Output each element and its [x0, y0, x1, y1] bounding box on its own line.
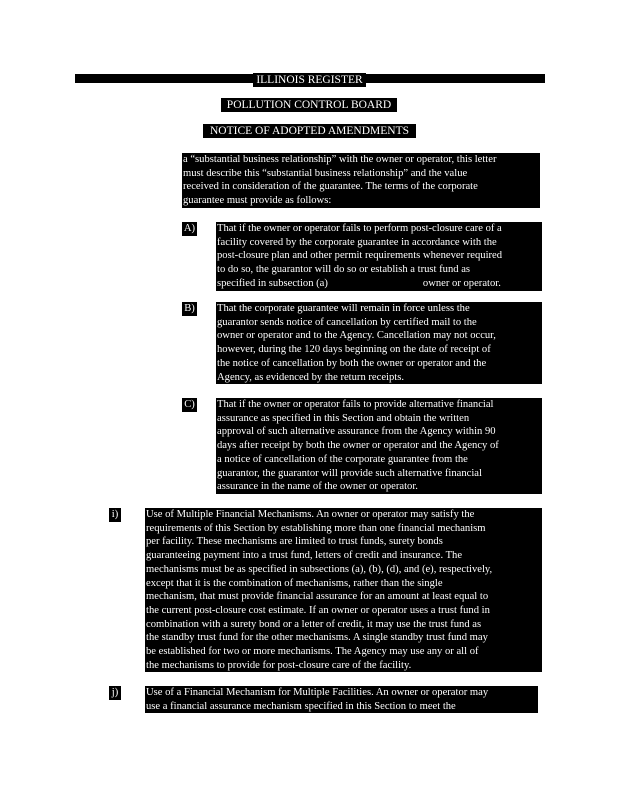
item-b-line: That the corporate guarantee will remain in force unless the [217, 303, 470, 314]
section-j-line: Use of a Financial Mechanism for Multiple Facilities. An owner or operator may [146, 687, 489, 698]
item-c-line: assurance as specified in this Section and obtain the written [217, 412, 470, 424]
intro-paragraph [182, 153, 540, 208]
section-i-line: mechanisms must be as specified in subsections (a), (b), (d), and (e), respectively, [146, 563, 493, 575]
section-i-line: be established for two or more mechanisms. The Agency may use any or all of [146, 646, 479, 658]
item-c-line: assurance in the name of the owner or operator. [217, 481, 418, 493]
item-b-line: guarantor sends notice of cancellation by certified mail to the [217, 316, 477, 328]
board-title: POLLUTION CONTROL BOARD [221, 98, 397, 112]
section-i-paragraph [145, 508, 542, 672]
intro-line: must describe this “substantial business relationship” and the value [183, 167, 468, 179]
section-i-line: Use of Multiple Financial Mechanisms. An owner or operator may satisfy the [146, 509, 475, 520]
section-i-line: the current post-closure cost estimate. If an owner or operator uses a trust fund in [146, 604, 490, 616]
item-a-line: facility covered by the corporate guarantee in accordance with the [217, 236, 497, 248]
item-a-last-line [217, 277, 541, 291]
item-b-line: Agency, as evidenced by the return receipts. [217, 371, 404, 383]
item-a-last-end: owner or operator. [422, 277, 501, 289]
item-c-line: a notice of cancellation of the corporate guarantee from the [217, 453, 468, 465]
item-c-line: approval of such alternative assurance from the Agency within 90 [217, 426, 496, 438]
notice-title: NOTICE OF ADOPTED AMENDMENTS [203, 124, 416, 138]
item-b-line: however, during the 120 days beginning on the date of receipt of [217, 344, 491, 356]
intro-line: received in consideration of the guarantee. The terms of the corporate [183, 181, 478, 193]
section-i-label: i) [109, 508, 121, 522]
item-a-paragraph [216, 222, 542, 291]
item-c-label: C) [182, 398, 197, 412]
item-a-last-start: specified in subsection (a) [217, 277, 328, 289]
section-i-line: the mechanisms to provide for post-closure care of the facility. [146, 659, 412, 671]
section-i-line: guaranteeing payment into a trust fund, letters of credit and insurance. The [146, 550, 463, 562]
item-b-line: the notice of cancellation by both the owner or operator and the [217, 357, 487, 369]
item-c-paragraph [216, 398, 542, 494]
item-b-label: B) [182, 302, 197, 316]
intro-line: a “substantial business relationship” with the owner or operator, this letter [183, 154, 497, 165]
item-c-line: days after receipt by both the owner or operator and the Agency of [217, 440, 499, 452]
item-b-line: owner or operator and to the Agency. Cancellation may not occur, [217, 330, 496, 342]
section-i-line: requirements of this Section by establishing more than one financial mechanism [146, 522, 486, 534]
intro-line: guarantee must provide as follows: [183, 195, 332, 207]
item-a-line: That if the owner or operator fails to perform post-closure care of a [217, 223, 502, 234]
section-i-line: except that it is the combination of mechanisms, rather than the single [146, 577, 443, 589]
register-title: ILLINOIS REGISTER [253, 73, 366, 87]
section-i-line: per facility. These mechanisms are limited to trust funds, surety bonds [146, 536, 443, 548]
section-j-label: j) [109, 686, 121, 700]
item-a-line: to do so, the guarantor will do so or establish a trust fund as [217, 264, 471, 276]
section-i-line: mechanism, that must provide financial assurance for an amount at least equal to [146, 591, 489, 603]
section-j-paragraph [145, 686, 538, 713]
section-i-line: the standby trust fund for the other mechanisms. A single standby trust fund may [146, 632, 488, 644]
section-j-line: use a financial assurance mechanism specified in this Section to meet the [146, 700, 456, 712]
item-b-paragraph [216, 302, 542, 384]
item-a-line: post-closure plan and other permit requirements whenever required [217, 250, 503, 262]
section-i-line: combination with a surety bond or a letter of credit, it may use the trust fund as [146, 618, 482, 630]
item-a-label: A) [183, 223, 196, 234]
item-c-line: That if the owner or operator fails to provide alternative financial [217, 399, 494, 410]
item-c-line: guarantor, the guarantor will provide such alternative financial [217, 467, 482, 479]
